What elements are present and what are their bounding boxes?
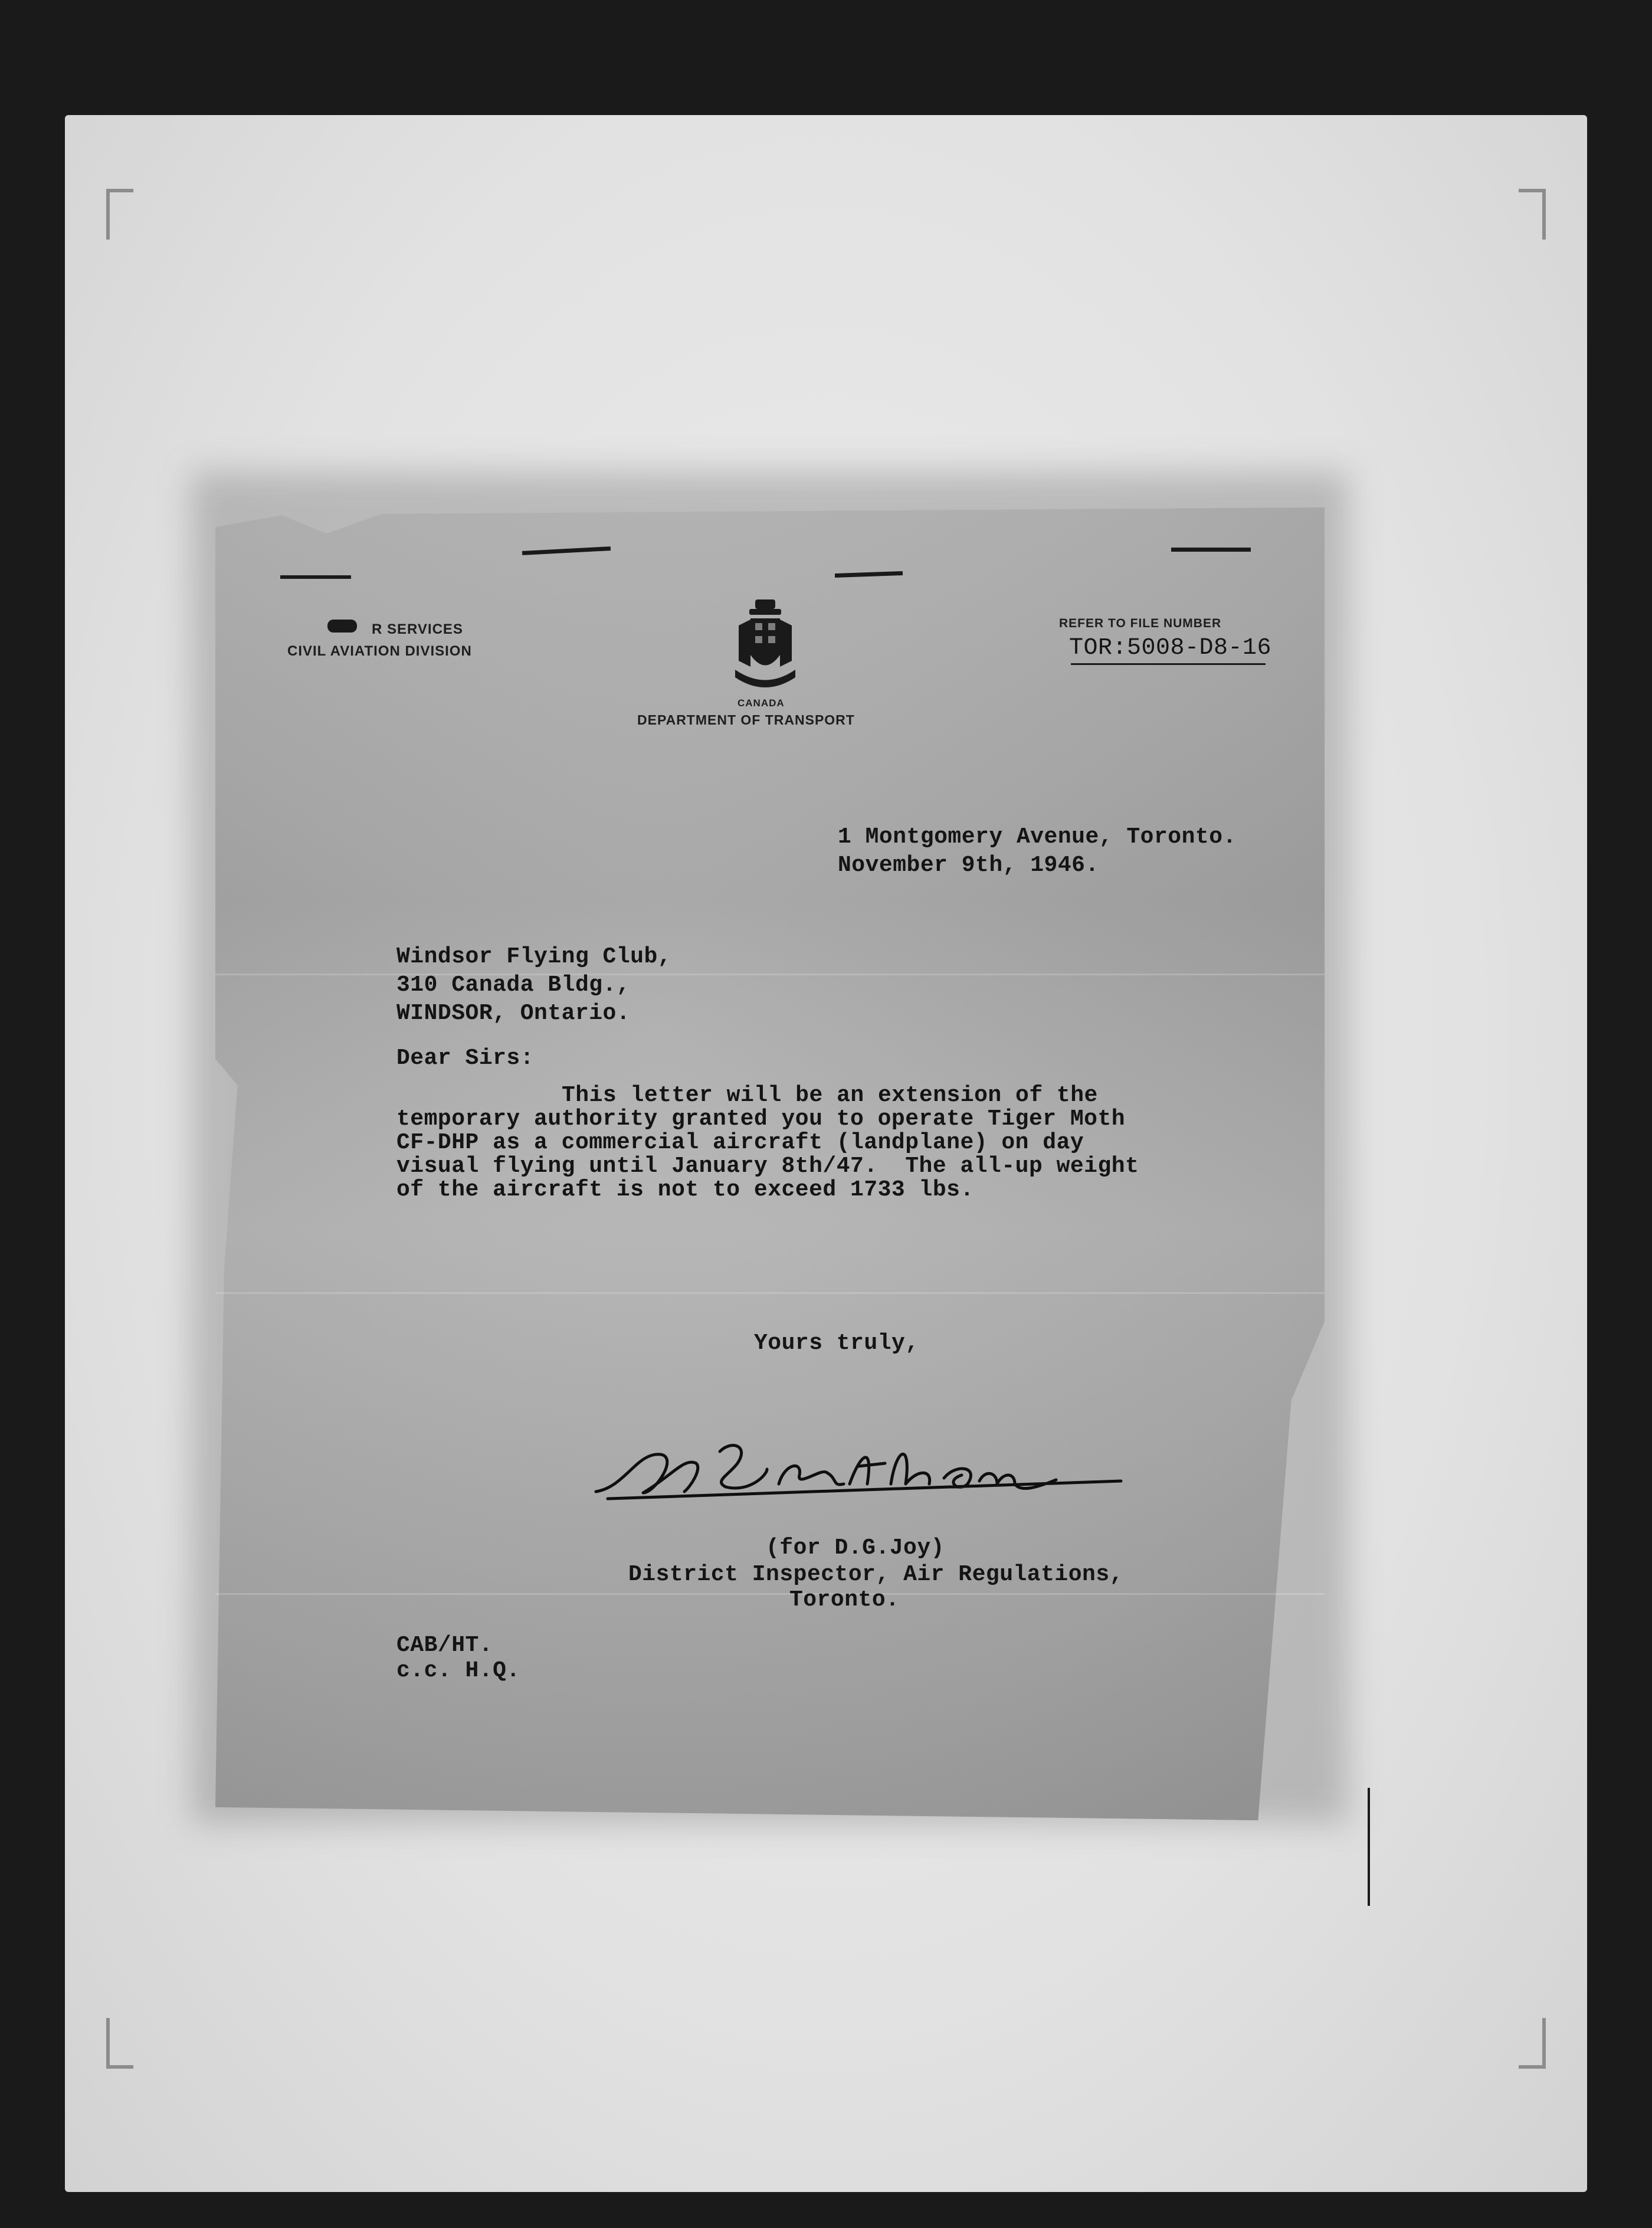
margin-rule (1368, 1788, 1370, 1906)
letterhead-department: DEPARTMENT OF TRANSPORT (637, 712, 855, 728)
recipient-line: 310 Canada Bldg., (396, 972, 631, 998)
fold-line (215, 1593, 1325, 1595)
signatory-title: District Inspector, Air Regulations, (628, 1562, 1123, 1587)
coat-of-arms-icon (727, 596, 804, 696)
typist-initials: CAB/HT. (396, 1633, 493, 1658)
body-line: of the aircraft is not to exceed 1733 lbs. (396, 1177, 974, 1203)
crop-mark-bottom-right (1519, 2018, 1546, 2069)
recipient-line: WINDSOR, Ontario. (396, 1001, 631, 1026)
crop-mark-top-left (106, 189, 133, 240)
crop-mark-top-right (1519, 189, 1546, 240)
ink-dash (1171, 548, 1251, 552)
body-line: This letter will be an extension of the (562, 1083, 1098, 1108)
signatory-for-line: (for D.G.Joy) (766, 1535, 945, 1561)
letterhead-service: R SERVICES (372, 621, 463, 637)
recipient-line: Windsor Flying Club, (396, 944, 672, 969)
ink-blot (327, 620, 357, 633)
body-line: visual flying until January 8th/47. The all-up weight (396, 1154, 1139, 1179)
salutation: Dear Sirs: (396, 1046, 535, 1071)
body-line: CF-DHP as a commercial aircraft (landplane) on day (396, 1130, 1084, 1155)
signatory-city: Toronto. (789, 1587, 900, 1613)
body-line: temporary authority granted you to operate Tiger Moth (396, 1106, 1126, 1132)
signature-icon (590, 1428, 1150, 1516)
sender-address: 1 Montgomery Avenue, Toronto. (838, 824, 1237, 850)
fold-line (215, 1292, 1325, 1294)
letterhead-division: CIVIL AVIATION DIVISION (287, 643, 472, 659)
letterhead-country: CANADA (738, 697, 785, 709)
letter-date: November 9th, 1946. (838, 853, 1099, 878)
closing: Yours truly, (754, 1331, 919, 1356)
file-number-underline (1071, 663, 1266, 665)
refer-label: REFER TO FILE NUMBER (1059, 617, 1222, 630)
file-number: TOR:5008-D8-16 (1069, 635, 1272, 661)
crop-mark-bottom-left (106, 2018, 133, 2069)
ink-dash (280, 575, 351, 579)
fold-line (215, 974, 1325, 975)
carbon-copy: c.c. H.Q. (396, 1658, 520, 1683)
